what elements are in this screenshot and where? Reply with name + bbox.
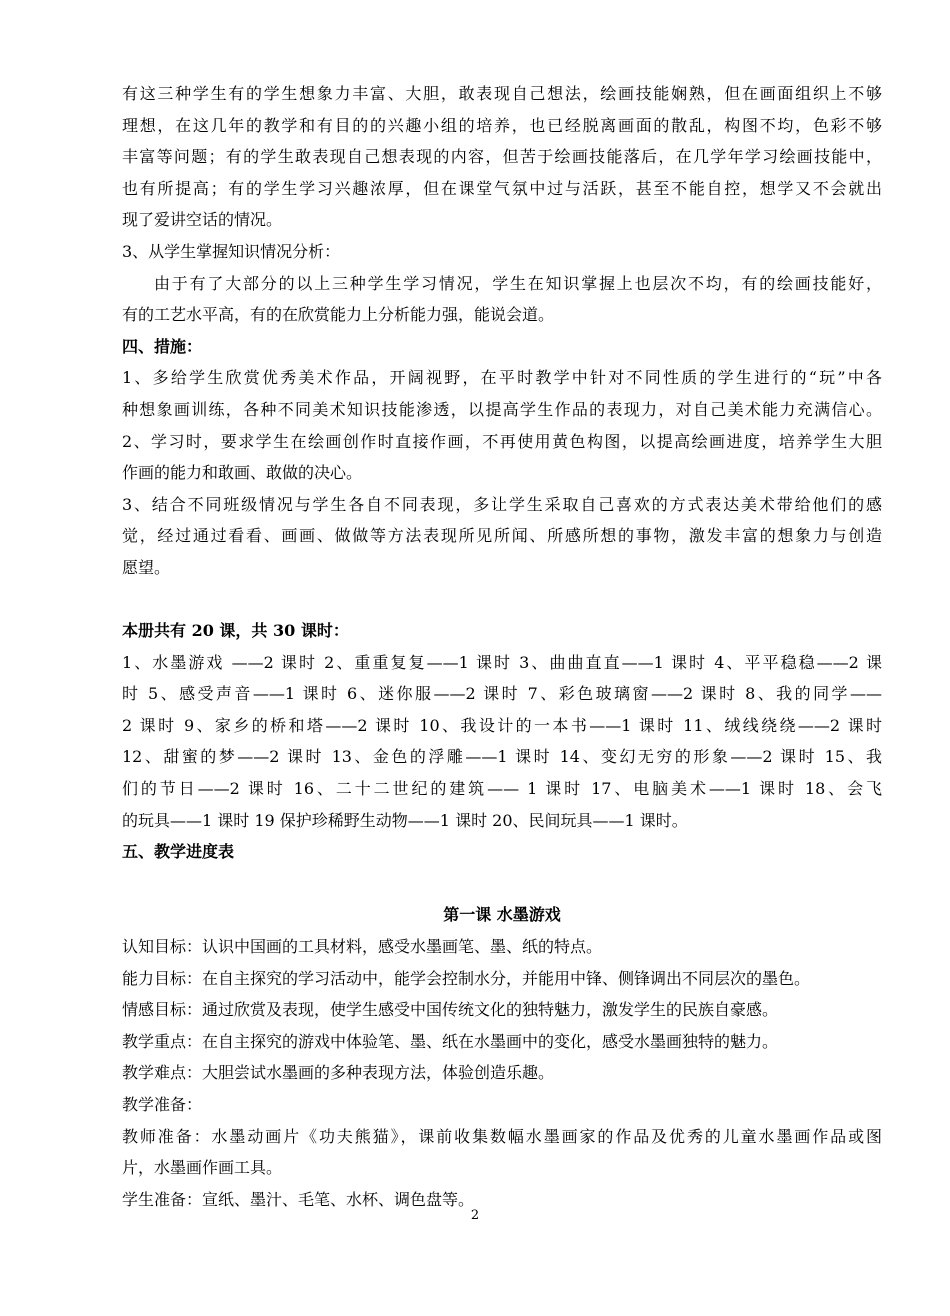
curriculum-heading: 本册共有 20 课，共 30 课时： <box>122 621 349 641</box>
curriculum-line: 12、甜蜜的梦——2 课时 13、金色的浮雕——1 课时 14、变幻无穷的形象——2 课时 15、我 <box>122 747 882 767</box>
schedule-heading: 五、教学进度表 <box>122 842 235 862</box>
analysis-paragraph-1 <box>122 78 882 236</box>
curriculum-line: 2 课时 9、家乡的桥和塔——2 课时 10、我设计的一本书——1 课时 11、绒线绕绕——2 课时 <box>122 715 882 735</box>
measure-item-2 <box>122 426 882 489</box>
text-line: 作画的能力和敢画、敢做的决心。 <box>122 463 363 483</box>
cognitive-goal: 认知目标：认识中国画的工具材料，感受水墨画笔、墨、纸的特点。 <box>122 937 603 957</box>
measures-heading: 四、措施： <box>122 336 203 356</box>
text-line: 丰富等问题；有的学生敢表现自己想表现的内容，但苦于绘画技能落后，在几学年学习绘画技能中， <box>122 147 882 167</box>
curriculum-line: 们的节日——2 课时 16、二十二世纪的建筑—— 1 课时 17、电脑美术——1 课时 18、会飞 <box>122 779 882 799</box>
text-line: 有的工艺水平高，有的在欣赏能力上分析能力强，能说会道。 <box>122 305 555 325</box>
text-line: 理想，在这几年的教学和有目的的兴趣小组的培养，也已经脱离画面的散乱，构图不均，色彩不够 <box>122 115 882 135</box>
text-line: 2、学习时，要求学生在绘画创作时直接作画，不再使用黄色构图，以提高绘画进度，培养学生大胆 <box>122 431 882 451</box>
blank-line <box>122 584 882 616</box>
text-line: 片，水墨画作画工具。 <box>122 1158 283 1178</box>
emotion-goal: 情感目标：通过欣赏及表现，使学生感受中国传统文化的独特魅力，激发学生的民族自豪感。 <box>122 1000 779 1020</box>
curriculum-line: 1、水墨游戏 ——2 课时 2、重重复复——1 课时 3、曲曲直直——1 课时 4、平平稳稳——2 课 <box>122 652 882 672</box>
text-line: 现了爱讲空话的情况。 <box>122 210 283 230</box>
text-line: 由于有了大部分的以上三种学生学习情况，学生在知识掌握上也层次不均，有的绘画技能好， <box>154 273 882 293</box>
measure-item-3 <box>122 489 882 584</box>
analysis-item-3-title: 3、从学生掌握知识情况分析： <box>122 241 341 261</box>
text-line: 觉，经过通过看看、画画、做做等方法表现所见所闻、所感所想的事物，激发丰富的想象力与创造 <box>122 526 882 546</box>
prep-heading: 教学准备： <box>122 1095 203 1114</box>
lesson-title: 第一课 水墨游戏 <box>443 905 561 925</box>
document-page <box>122 78 882 1215</box>
analysis-paragraph-2 <box>122 268 882 331</box>
text-line: 1、多给学生欣赏优秀美术作品，开阔视野，在平时教学中针对不同性质的学生进行的“玩”中各 <box>122 368 882 388</box>
blank-line <box>122 868 882 900</box>
text-line: 有这三种学生有的学生想象力丰富、大胆，敢表现自己想法，绘画技能娴熟，但在画面组织上不够 <box>122 84 882 103</box>
page-number: 2 <box>470 1208 480 1223</box>
text-line: 3、结合不同班级情况与学生各自不同表现，多让学生采取自己喜欢的方式表达美术带给他们的感 <box>122 494 882 514</box>
curriculum-line: 时 5、感受声音——1 课时 6、迷你服——2 课时 7、彩色玻璃窗——2 课时 8、我的同学—— <box>122 684 882 704</box>
key-point: 教学重点：在自主探究的游戏中体验笔、墨、纸在水墨画中的变化，感受水墨画独特的魅力。 <box>122 1031 779 1051</box>
student-prep: 学生准备：宣纸、墨汁、毛笔、水杯、调色盘等。 <box>122 1189 475 1209</box>
text-line: 也有所提高；有的学生学习兴趣浓厚，但在课堂气氛中过与活跃，甚至不能自控，想学又不会就出 <box>122 178 882 198</box>
text-line: 愿望。 <box>122 557 171 577</box>
text-line: 种想象画训练，各种不同美术知识技能渗透，以提高学生作品的表现力，对自己美术能力充满信心。 <box>122 399 882 419</box>
difficulty: 教学难点：大胆尝试水墨画的多种表现方法，体验创造乐趣。 <box>122 1063 555 1083</box>
text-line: 教师准备：水墨动画片《功夫熊猫》，课前收集数幅水墨画家的作品及优秀的儿童水墨画作品或图 <box>122 1126 882 1146</box>
curriculum-line: 的玩具——1 课时 19 保护珍稀野生动物——1 课时 20、民间玩具——1 课时。 <box>122 810 688 830</box>
measure-item-1 <box>122 362 882 425</box>
teacher-prep <box>122 1121 882 1184</box>
ability-goal: 能力目标：在自主探究的学习活动中，能学会控制水分，并能用中锋、侧锋调出不同层次的墨色。 <box>122 968 811 988</box>
curriculum-list <box>122 647 882 837</box>
